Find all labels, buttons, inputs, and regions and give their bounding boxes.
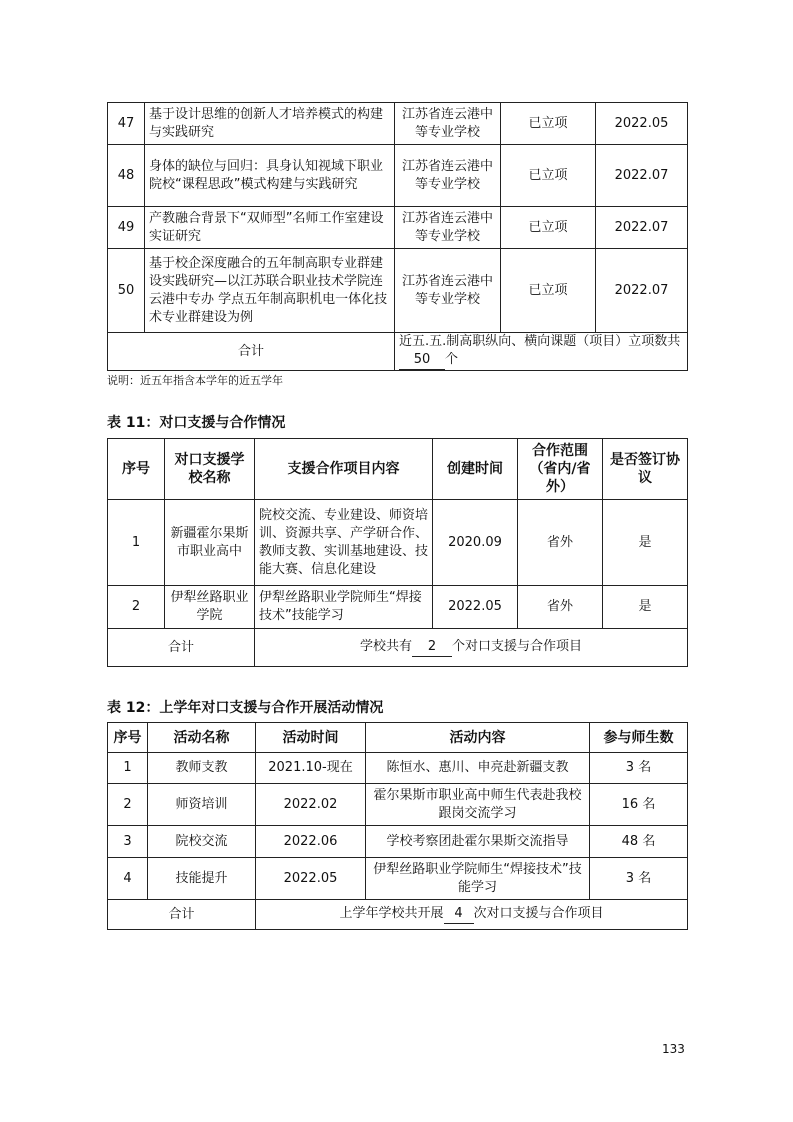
activity-name: 师资培训: [148, 784, 256, 826]
activity-name: 院校交流: [148, 826, 256, 858]
header-content: 活动内容: [366, 723, 590, 753]
cooperation-content: 伊犁丝路职业学院师生“焊接技术”技能学习: [255, 586, 433, 629]
total-suffix: 个: [445, 352, 459, 367]
total-row: [108, 629, 688, 667]
project-status: 已立项: [501, 249, 596, 333]
total-label: 合计: [108, 629, 255, 667]
project-status: 已立项: [501, 103, 596, 145]
participant-count: 48 名: [590, 826, 688, 858]
table-row: [108, 784, 688, 826]
project-title: 基于校企深度融合的五年制高职专业群建设实践研究—以江苏联合职业技术学院连云港中专办 学点五年制高职机电一体化技术专业群建设为例: [145, 249, 395, 333]
table-row: [108, 858, 688, 900]
project-status: 已立项: [501, 207, 596, 249]
project-unit: 江苏省连云港中等专业学校: [395, 249, 501, 333]
activity-name: 技能提升: [148, 858, 256, 900]
school-name: 新疆霍尔果斯市职业高中: [165, 500, 255, 586]
activity-name: 教师支教: [148, 753, 256, 784]
table11-caption: 表 11：对口支援与合作情况: [107, 415, 286, 431]
activity-time: 2021.10-现在: [256, 753, 366, 784]
project-status: 已立项: [501, 145, 596, 207]
school-name: 伊犁丝路职业学院: [165, 586, 255, 629]
total-prefix: 上学年学校共开展: [339, 906, 444, 921]
participant-count: 3 名: [590, 753, 688, 784]
research-projects-table: [107, 102, 688, 371]
row-number: 50: [108, 249, 145, 333]
activity-content: 学校考察团赴霍尔果斯交流指导: [366, 826, 590, 858]
scope: 省外: [518, 500, 603, 586]
activity-time: 2022.02: [256, 784, 366, 826]
row-number: 1: [108, 500, 165, 586]
table-row: [108, 249, 688, 333]
table-row: [108, 753, 688, 784]
support-cooperation-table: [107, 438, 688, 667]
total-text: [256, 900, 688, 930]
project-unit: 江苏省连云港中等专业学校: [395, 207, 501, 249]
total-count: 4: [444, 905, 474, 924]
project-unit: 江苏省连云港中等专业学校: [395, 145, 501, 207]
header-agreement: 是否签订协议: [603, 439, 688, 500]
header-date: 创建时间: [433, 439, 518, 500]
project-title: 产教融合背景下“双师型”名师工作室建设实证研究: [145, 207, 395, 249]
table-row: [108, 826, 688, 858]
scope: 省外: [518, 586, 603, 629]
project-title: 身体的缺位与回归：具身认知视域下职业院校“课程思政”模式构建与实践研究: [145, 145, 395, 207]
project-date: 2022.07: [596, 145, 688, 207]
row-number: 3: [108, 826, 148, 858]
total-label: 合计: [108, 333, 395, 371]
activity-time: 2022.05: [256, 858, 366, 900]
total-row: [108, 333, 688, 371]
table12-caption: 表 12：上学年对口支援与合作开展活动情况: [107, 700, 384, 716]
total-count: 50: [399, 351, 445, 370]
header-row: [108, 439, 688, 500]
row-number: 4: [108, 858, 148, 900]
activity-content: 陈恒水、惠川、申亮赴新疆支教: [366, 753, 590, 784]
cooperation-content: 院校交流、专业建设、师资培训、资源共享、产学研合作、教师支教、实训基地建设、技能大赛、信息化建设: [255, 500, 433, 586]
table-row: [108, 103, 688, 145]
created-date: 2020.09: [433, 500, 518, 586]
header-no: 序号: [108, 439, 165, 500]
project-date: 2022.07: [596, 207, 688, 249]
total-suffix: 个对口支援与合作项目: [452, 639, 583, 654]
total-text: [255, 629, 688, 667]
header-no: 序号: [108, 723, 148, 753]
activity-content: 伊犁丝路职业学院师生“焊接技术”技能学习: [366, 858, 590, 900]
row-number: 47: [108, 103, 145, 145]
agreement: 是: [603, 500, 688, 586]
created-date: 2022.05: [433, 586, 518, 629]
participant-count: 16 名: [590, 784, 688, 826]
header-scope: 合作范围（省内/省外）: [518, 439, 603, 500]
project-date: 2022.07: [596, 249, 688, 333]
table-note: 说明：近五年指含本学年的近五学年: [107, 374, 283, 387]
header-content: 支援合作项目内容: [255, 439, 433, 500]
header-name: 活动名称: [148, 723, 256, 753]
row-number: 48: [108, 145, 145, 207]
participant-count: 3 名: [590, 858, 688, 900]
total-suffix: 次对口支援与合作项目: [473, 906, 604, 921]
row-number: 49: [108, 207, 145, 249]
row-number: 2: [108, 586, 165, 629]
header-time: 活动时间: [256, 723, 366, 753]
total-prefix: 学校共有: [359, 639, 412, 654]
total-row: [108, 900, 688, 930]
activity-time: 2022.06: [256, 826, 366, 858]
row-number: 2: [108, 784, 148, 826]
agreement: 是: [603, 586, 688, 629]
total-count: 2: [412, 638, 452, 657]
project-title: 基于设计思维的创新人才培养模式的构建与实践研究: [145, 103, 395, 145]
header-row: [108, 723, 688, 753]
page-number: 133: [662, 1042, 685, 1056]
header-school: 对口支援学校名称: [165, 439, 255, 500]
table-row: [108, 207, 688, 249]
project-date: 2022.05: [596, 103, 688, 145]
total-label: 合计: [108, 900, 256, 930]
header-people: 参与师生数: [590, 723, 688, 753]
total-text: [395, 333, 688, 371]
table-row: [108, 500, 688, 586]
table-row: [108, 145, 688, 207]
row-number: 1: [108, 753, 148, 784]
activity-content: 霍尔果斯市职业高中师生代表赴我校跟岗交流学习: [366, 784, 590, 826]
total-prefix: 近五.五.制高职纵向、横向课题（项目）立项数共: [399, 334, 681, 349]
activities-table: [107, 722, 688, 930]
table-row: [108, 586, 688, 629]
project-unit: 江苏省连云港中等专业学校: [395, 103, 501, 145]
